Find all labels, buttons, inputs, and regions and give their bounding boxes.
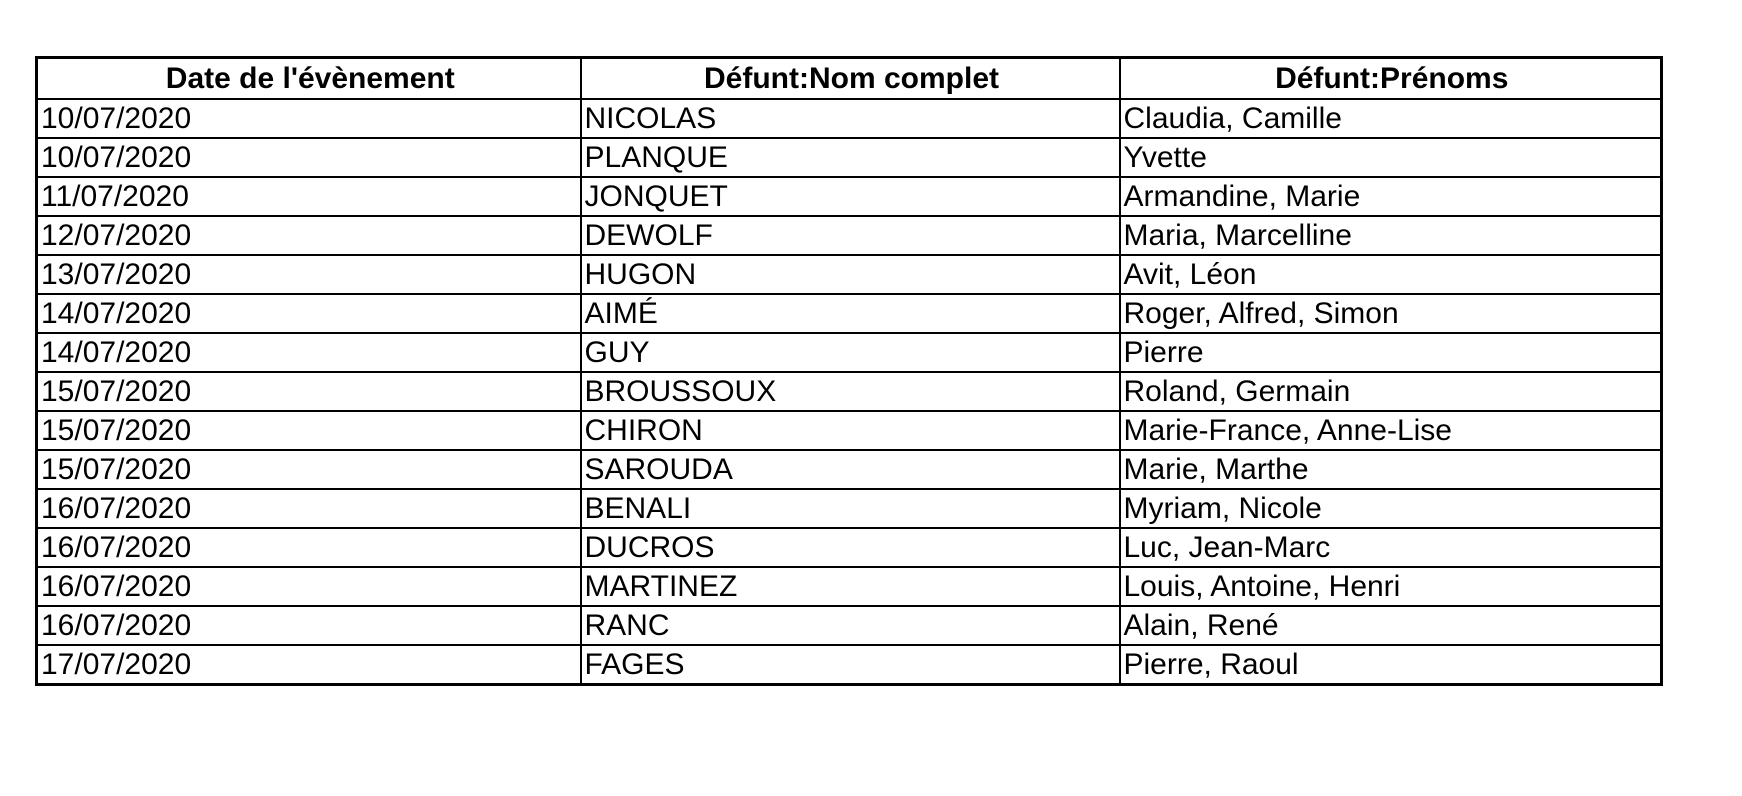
header-row [37, 58, 1662, 100]
table-row [37, 138, 1662, 177]
table-row [37, 489, 1662, 528]
table-body [37, 99, 1662, 685]
cell-date: 16/07/2020 [37, 606, 581, 645]
header-nom-complet: Défunt:Nom complet [581, 58, 1120, 100]
table-row [37, 216, 1662, 255]
cell-prenoms: Armandine, Marie [1120, 177, 1662, 216]
cell-nom-complet: JONQUET [581, 177, 1120, 216]
cell-nom-complet: RANC [581, 606, 1120, 645]
cell-nom-complet: DEWOLF [581, 216, 1120, 255]
cell-date: 12/07/2020 [37, 216, 581, 255]
cell-nom-complet: HUGON [581, 255, 1120, 294]
table-row [37, 528, 1662, 567]
cell-prenoms: Claudia, Camille [1120, 99, 1662, 138]
table-row [37, 294, 1662, 333]
cell-prenoms: Maria, Marcelline [1120, 216, 1662, 255]
records-table [35, 56, 1663, 686]
cell-date: 16/07/2020 [37, 567, 581, 606]
header-date: Date de l'évènement [37, 58, 581, 100]
cell-date: 10/07/2020 [37, 99, 581, 138]
cell-prenoms: Pierre [1120, 333, 1662, 372]
table-row [37, 450, 1662, 489]
cell-date: 16/07/2020 [37, 489, 581, 528]
table-header [37, 58, 1662, 100]
cell-date: 14/07/2020 [37, 294, 581, 333]
cell-prenoms: Yvette [1120, 138, 1662, 177]
cell-nom-complet: AIMÉ [581, 294, 1120, 333]
cell-date: 14/07/2020 [37, 333, 581, 372]
cell-prenoms: Marie-France, Anne-Lise [1120, 411, 1662, 450]
cell-prenoms: Louis, Antoine, Henri [1120, 567, 1662, 606]
table-row [37, 333, 1662, 372]
cell-prenoms: Alain, René [1120, 606, 1662, 645]
cell-date: 10/07/2020 [37, 138, 581, 177]
cell-prenoms: Roland, Germain [1120, 372, 1662, 411]
cell-date: 15/07/2020 [37, 450, 581, 489]
cell-prenoms: Luc, Jean-Marc [1120, 528, 1662, 567]
cell-nom-complet: NICOLAS [581, 99, 1120, 138]
cell-date: 17/07/2020 [37, 645, 581, 685]
cell-nom-complet: MARTINEZ [581, 567, 1120, 606]
cell-nom-complet: DUCROS [581, 528, 1120, 567]
cell-nom-complet: BENALI [581, 489, 1120, 528]
table-row [37, 177, 1662, 216]
table-row [37, 99, 1662, 138]
cell-prenoms: Roger, Alfred, Simon [1120, 294, 1662, 333]
cell-prenoms: Myriam, Nicole [1120, 489, 1662, 528]
cell-date: 16/07/2020 [37, 528, 581, 567]
cell-nom-complet: GUY [581, 333, 1120, 372]
cell-date: 15/07/2020 [37, 411, 581, 450]
cell-nom-complet: SAROUDA [581, 450, 1120, 489]
table-row [37, 645, 1662, 685]
cell-nom-complet: CHIRON [581, 411, 1120, 450]
table-row [37, 255, 1662, 294]
table-row [37, 606, 1662, 645]
cell-nom-complet: PLANQUE [581, 138, 1120, 177]
cell-prenoms: Marie, Marthe [1120, 450, 1662, 489]
table-row [37, 411, 1662, 450]
cell-date: 13/07/2020 [37, 255, 581, 294]
cell-nom-complet: BROUSSOUX [581, 372, 1120, 411]
cell-date: 11/07/2020 [37, 177, 581, 216]
cell-prenoms: Avit, Léon [1120, 255, 1662, 294]
table-row [37, 567, 1662, 606]
header-prenoms: Défunt:Prénoms [1120, 58, 1662, 100]
cell-date: 15/07/2020 [37, 372, 581, 411]
table-row [37, 372, 1662, 411]
cell-prenoms: Pierre, Raoul [1120, 645, 1662, 685]
cell-nom-complet: FAGES [581, 645, 1120, 685]
